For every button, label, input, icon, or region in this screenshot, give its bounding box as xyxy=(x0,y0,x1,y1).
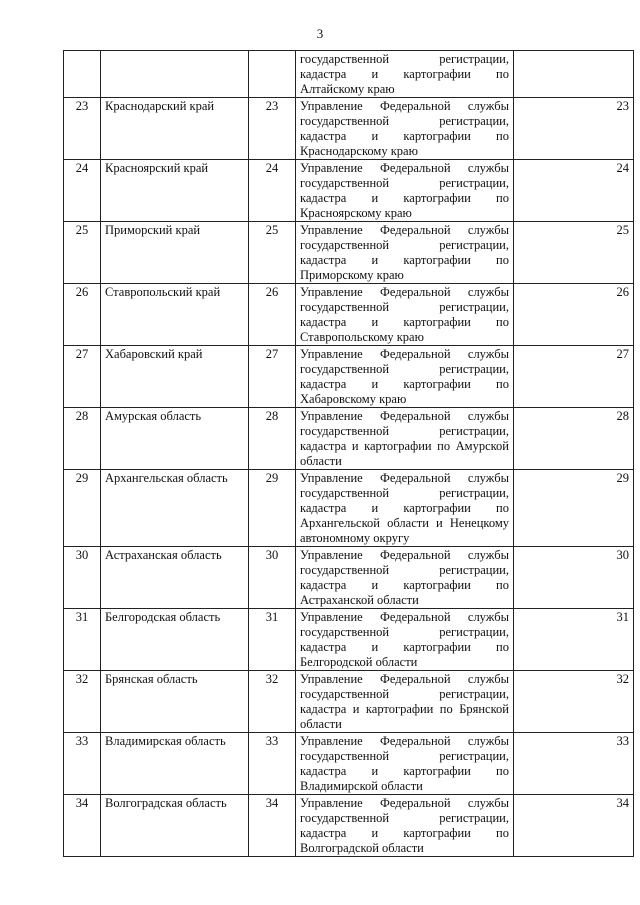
office-code-cell: 27 xyxy=(514,346,634,408)
row-number-cell: 29 xyxy=(64,470,101,547)
region-code-cell: 24 xyxy=(249,160,296,222)
table-row xyxy=(64,222,634,284)
region-cell: Амурская область xyxy=(101,408,249,470)
office-cell: Управление Федеральной службы государственной регистрации, кадастра и картографии по Волгоградской области xyxy=(296,795,514,857)
office-cell: Управление Федеральной службы государственной регистрации, кадастра и картографии по Ставропольскому краю xyxy=(296,284,514,346)
row-number-cell: 34 xyxy=(64,795,101,857)
region-cell xyxy=(101,51,249,98)
page-number: 3 xyxy=(316,26,324,41)
registry-table xyxy=(63,50,634,857)
office-code-cell: 26 xyxy=(514,284,634,346)
office-code-cell: 30 xyxy=(514,547,634,609)
row-number-cell: 25 xyxy=(64,222,101,284)
row-number-cell: 27 xyxy=(64,346,101,408)
table-row xyxy=(64,470,634,547)
office-code-cell: 23 xyxy=(514,98,634,160)
region-cell: Астраханская область xyxy=(101,547,249,609)
row-number-cell: 33 xyxy=(64,733,101,795)
region-code-cell: 30 xyxy=(249,547,296,609)
office-cell: Управление Федеральной службы государственной регистрации, кадастра и картографии по Хабаровскому краю xyxy=(296,346,514,408)
office-code-cell xyxy=(514,51,634,98)
row-number-cell: 24 xyxy=(64,160,101,222)
region-cell: Белгородская область xyxy=(101,609,249,671)
table-row xyxy=(64,160,634,222)
region-code-cell: 29 xyxy=(249,470,296,547)
office-code-cell: 33 xyxy=(514,733,634,795)
row-number-cell: 23 xyxy=(64,98,101,160)
region-code-cell: 33 xyxy=(249,733,296,795)
registry-table-body xyxy=(64,51,634,857)
region-code-cell: 28 xyxy=(249,408,296,470)
region-code-cell: 32 xyxy=(249,671,296,733)
office-code-cell: 24 xyxy=(514,160,634,222)
row-number-cell: 28 xyxy=(64,408,101,470)
region-cell: Волгоградская область xyxy=(101,795,249,857)
office-cell: Управление Федеральной службы государственной регистрации, кадастра и картографии по Брянской области xyxy=(296,671,514,733)
region-cell: Владимирская область xyxy=(101,733,249,795)
region-code-cell: 25 xyxy=(249,222,296,284)
office-cell: Управление Федеральной службы государственной регистрации, кадастра и картографии по Краснодарскому краю xyxy=(296,98,514,160)
row-number-cell: 30 xyxy=(64,547,101,609)
table-row xyxy=(64,98,634,160)
office-cell: Управление Федеральной службы государственной регистрации, кадастра и картографии по Владимирской области xyxy=(296,733,514,795)
region-cell: Краснодарский край xyxy=(101,98,249,160)
region-code-cell: 23 xyxy=(249,98,296,160)
office-cell: Управление Федеральной службы государственной регистрации, кадастра и картографии по Приморскому краю xyxy=(296,222,514,284)
office-cell: Управление Федеральной службы государственной регистрации, кадастра и картографии по Амурской области xyxy=(296,408,514,470)
table-row-continuation xyxy=(64,51,634,98)
region-cell: Ставропольский край xyxy=(101,284,249,346)
office-code-cell: 34 xyxy=(514,795,634,857)
office-code-cell: 25 xyxy=(514,222,634,284)
office-cell: Управление Федеральной службы государственной регистрации, кадастра и картографии по Красноярскому краю xyxy=(296,160,514,222)
office-cell: Управление Федеральной службы государственной регистрации, кадастра и картографии по Астраханской области xyxy=(296,547,514,609)
region-cell: Архангельская область xyxy=(101,470,249,547)
row-number-cell: 32 xyxy=(64,671,101,733)
office-code-cell: 32 xyxy=(514,671,634,733)
row-number-cell: 26 xyxy=(64,284,101,346)
region-cell: Брянская область xyxy=(101,671,249,733)
office-code-cell: 29 xyxy=(514,470,634,547)
office-code-cell: 28 xyxy=(514,408,634,470)
table-row xyxy=(64,346,634,408)
office-cell: государственной регистрации, кадастра и картографии по Алтайскому краю xyxy=(296,51,514,98)
row-number-cell xyxy=(64,51,101,98)
region-cell: Красноярский край xyxy=(101,160,249,222)
region-code-cell: 31 xyxy=(249,609,296,671)
region-cell: Хабаровский край xyxy=(101,346,249,408)
region-code-cell: 26 xyxy=(249,284,296,346)
table-row xyxy=(64,733,634,795)
table-row xyxy=(64,547,634,609)
office-code-cell: 31 xyxy=(514,609,634,671)
table-row xyxy=(64,408,634,470)
region-code-cell: 34 xyxy=(249,795,296,857)
table-row xyxy=(64,795,634,857)
region-code-cell: 27 xyxy=(249,346,296,408)
table-row xyxy=(64,609,634,671)
table-row xyxy=(64,284,634,346)
office-cell: Управление Федеральной службы государственной регистрации, кадастра и картографии по Белгородской области xyxy=(296,609,514,671)
region-code-cell xyxy=(249,51,296,98)
row-number-cell: 31 xyxy=(64,609,101,671)
region-cell: Приморский край xyxy=(101,222,249,284)
office-cell: Управление Федеральной службы государственной регистрации, кадастра и картографии по Архангельской области и Ненецкому автономному округу xyxy=(296,470,514,547)
table-row xyxy=(64,671,634,733)
